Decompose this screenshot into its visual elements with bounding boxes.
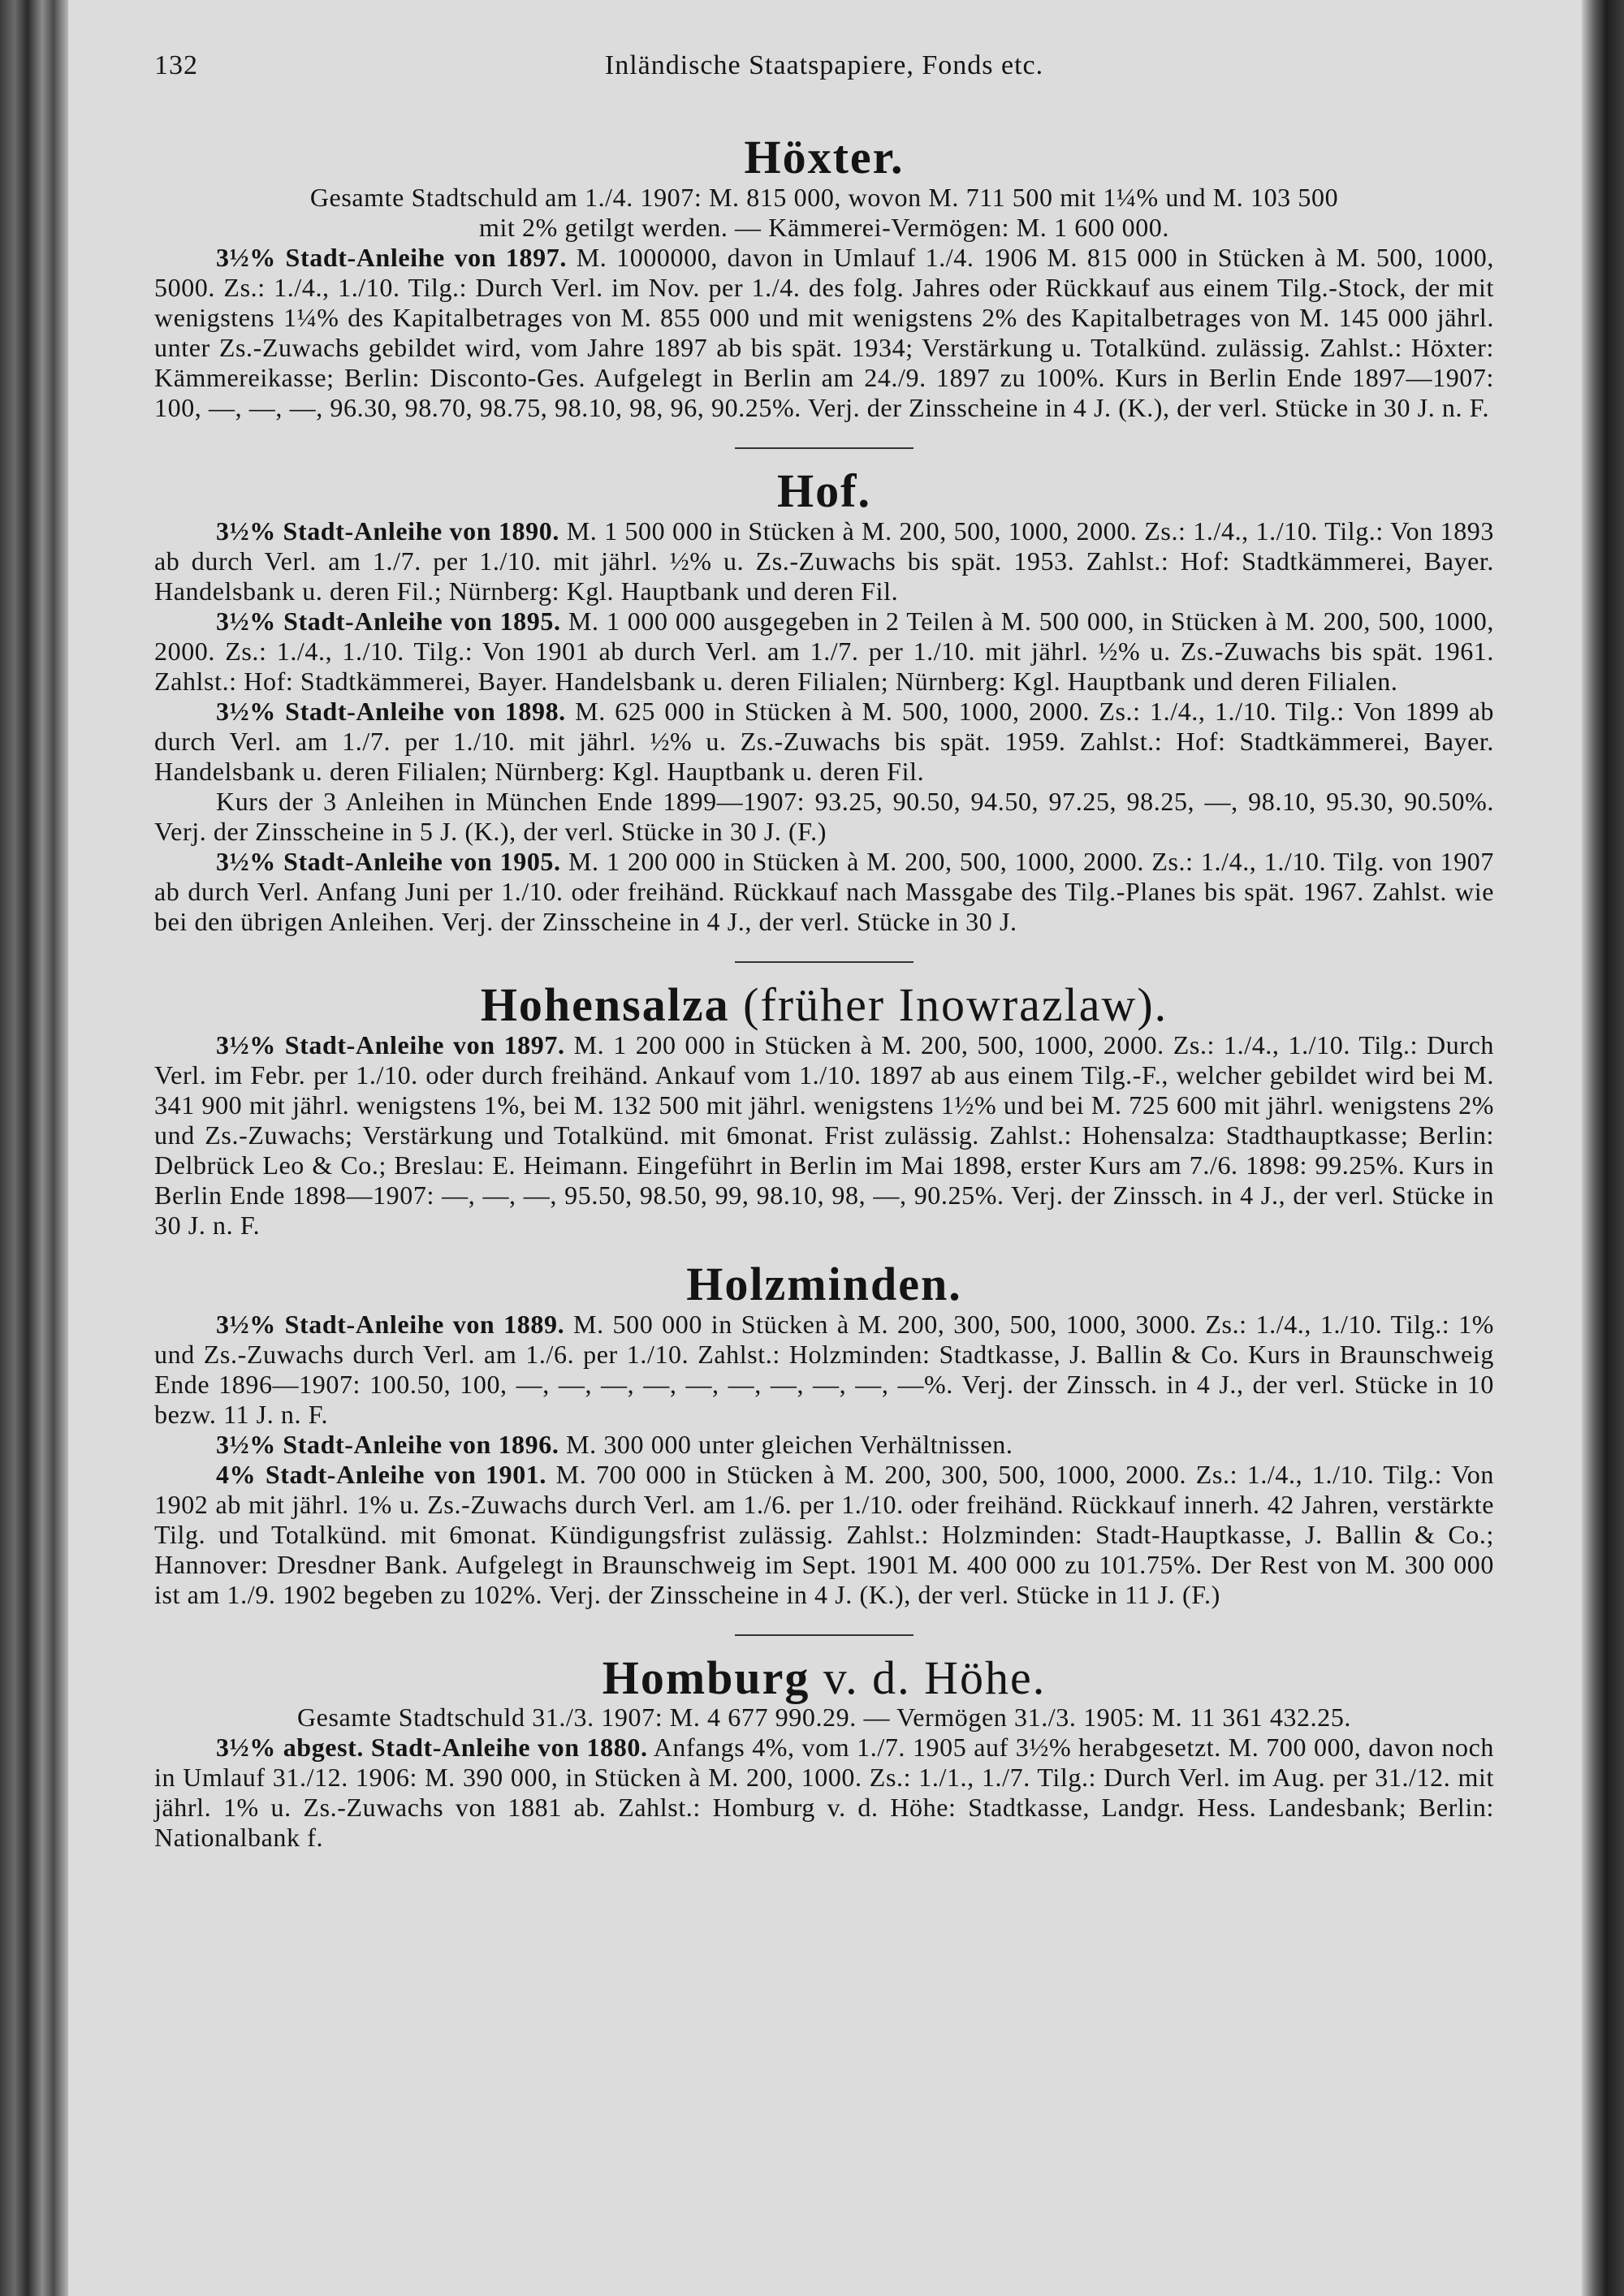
section-title-hof: Hof.	[777, 464, 871, 517]
loan-heading: 3½% Stadt-Anleihe von 1896.	[216, 1429, 559, 1459]
hof-loan-1895	[154, 606, 1494, 697]
hof-loan-1898	[154, 697, 1494, 787]
page-header	[154, 50, 1494, 94]
section-divider	[735, 1634, 914, 1636]
loan-text: M. 1 000 000 ausgegeben in 2 Teilen à M. 500 000, in Stücken à M. 200, 500, 1000, 2000. Zs.: 1./4., 1./10. Tilg.: Von 1901 ab durch Verl. am 1./7. per 1./10. mit jährl. ½% u. Zs.-Zuwachs bis spät. 1961. Zahlst.: Hof: Stadtkämmerei, Bayer. Handelsbank u. deren Filialen; Nürnberg: Kgl. Hauptbank und deren Filialen.	[154, 606, 1494, 696]
loan-heading: 3½% Stadt-Anleihe von 1898.	[216, 696, 566, 726]
loan-heading: 3½% Stadt-Anleihe von 1897.	[216, 1029, 565, 1060]
homburg-loan-1880	[154, 1733, 1494, 1853]
loan-heading: 3½% Stadt-Anleihe von 1889.	[216, 1309, 565, 1339]
hoexter-loan-1897	[154, 243, 1494, 423]
hoexter-intro-line-1: Gesamte Stadtschuld am 1./4. 1907: M. 815 000, wovon M. 711 500 mit 1¼% und M. 103 500	[309, 182, 1339, 212]
section-homburg	[154, 1651, 1494, 1854]
loan-text: M. 1 200 000 in Stücken à M. 200, 500, 1000, 2000. Zs.: 1./4., 1./10. Tilg. von 1907 ab durch Verl. Anfang Juni per 1./10. oder freihänd. Rückkauf nach Massgabe des Tilg.-Planes bis spät. 1967. Zahlst. wie bei den übrigen Anleihen. Verj. der Zinsscheine in 4 J., der verl. Stücke in 30 J.	[154, 846, 1494, 936]
title-sub: (früher Inowrazlaw).	[743, 978, 1168, 1031]
loan-text: M. 625 000 in Stücken à M. 500, 1000, 2000. Zs.: 1./4., 1./10. Tilg.: Von 1899 ab durch Verl. am 1./7. per 1./10. mit jährl. ½% u. Zs.-Zuwachs bis spät. 1959. Zahlst.: Hof: Stadtkämmerei, Bayer. Handelsbank u. deren Filialen; Nürnberg: Kgl. Hauptbank u. deren Fil.	[154, 696, 1494, 786]
loan-heading: 3½% Stadt-Anleihe von 1895.	[216, 606, 561, 636]
section-hohensalza	[154, 978, 1494, 1241]
loan-text: Anfangs 4%, vom 1./7. 1905 auf 3½% herabgesetzt. M. 700 000, davon noch in Umlauf 31./12. 1906: M. 390 000, in Stücken à M. 200, 1000. Zs.: 1./1., 1./7. Tilg.: Durch Verl. im Aug. per 31./12. mit jährl. 1% u. Zs.-Zuwachs von 1881 ab. Zahlst.: Homburg v. d. Höhe: Stadtkasse, Landgr. Hess. Landesbank; Berlin: Nationalbank f.	[154, 1733, 1494, 1853]
hohensalza-loan-1897	[154, 1030, 1494, 1241]
section-title-homburg	[154, 1651, 1494, 1704]
loan-text: M. 1000000, davon in Umlauf 1./4. 1906 M. 815 000 in Stücken à M. 500, 1000, 5000. Zs.: 1./4., 1./10. Tilg.: Durch Verl. im Nov. per 1./4. des folg. Jahres oder Rückkauf aus einem Tilg.-Stock, der mit wenigstens 1¼% des Kapitalbetrages von M. 855 000 und mit wenigstens 2% des Kapitalbetrages von M. 145 000 jährl. unter Zs.-Zuwachs gebildet wird, vom Jahre 1897 ab bis spät. 1934; Verstärkung u. Totalkünd. zulässig. Zahlst.: Höxter: Kämmereikasse; Berlin: Disconto-Ges. Aufgelegt in Berlin am 24./9. 1897 zu 100%. Kurs in Berlin Ende 1897—1907: 100, —, —, —, 96.30, 98.70, 98.75, 98.10, 98, 96, 90.25%. Verj. der Zinsscheine in 4 J. (K.), der verl. Stücke in 30 J. n. F.	[154, 242, 1494, 422]
running-title: Inländische Staatspapiere, Fonds etc.	[604, 50, 1044, 80]
title-main: Hohensalza	[480, 978, 730, 1031]
hof-loan-1890	[154, 516, 1494, 606]
section-hof	[154, 464, 1495, 937]
loan-text: M. 1 200 000 in Stücken à M. 200, 500, 1000, 2000. Zs.: 1./4., 1./10. Tilg.: Durch Verl. im Febr. per 1./10. oder durch freihänd. Ankauf vom 1./10. 1897 ab aus einem Tilg.-F., welcher gebildet wird bei M. 341 900 mit jährl. wenigstens 1%, bei M. 132 500 mit jährl. wenigstens 1½% und bei M. 725 600 mit jährl. wenigstens 2% und Zs.-Zuwachs; Verstärkung und Totalkünd. mit 6monat. Frist zulässig. Zahlst.: Hohensalza: Stadthauptkasse; Berlin: Delbrück Leo & Co.; Breslau: E. Heimann. Eingeführt in Berlin im Mai 1898, erster Kurs am 7./6. 1898: 99.25%. Kurs in Berlin Ende 1898—1907: —, —, —, 95.50, 98.50, 99, 98.10, 98, —, 90.25%. Verj. der Zinssch. in 4 J., der verl. Stücke in 30 J. n. F.	[154, 1029, 1494, 1240]
hof-loan-1905	[154, 847, 1494, 937]
loan-heading: 3½% Stadt-Anleihe von 1890.	[216, 516, 559, 546]
title-sub: v. d. Höhe.	[823, 1651, 1047, 1704]
holzminden-loan-1896	[154, 1430, 1494, 1460]
scan-right-edge	[1582, 0, 1624, 2296]
homburg-intro: Gesamte Stadtschuld 31./3. 1907: M. 4 677 990.29. — Vermögen 31./3. 1905: M. 11 361 432.25.	[296, 1703, 1352, 1733]
section-hoexter	[154, 133, 1494, 423]
loan-heading: 3½% Stadt-Anleihe von 1897.	[216, 242, 567, 272]
loan-text: M. 700 000 in Stücken à M. 200, 300, 500, 1000, 2000. Zs.: 1./4., 1./10. Tilg.: Von 1902 ab mit jährl. 1% u. Zs.-Zuwachs durch Verl. am 1./6. per 1./10. oder freihänd. Rückkauf innerh. 42 Jahren, verstärkte Tilg. und Totalkünd. mit 6monat. Kündigungsfrist zulässig. Zahlst.: Holzminden: Stadt-Hauptkasse, J. Ballin & Co.; Hannover: Dresdner Bank. Aufgelegt in Braunschweig im Sept. 1901 M. 400 000 zu 101.75%. Der Rest von M. 300 000 ist am 1./9. 1902 begeben zu 102%. Verj. der Zinsscheine in 4 J. (K.), der verl. Stücke in 11 J. (F.)	[154, 1459, 1494, 1609]
document-page	[154, 50, 1494, 1853]
section-title-hoexter: Höxter.	[744, 131, 905, 183]
hof-kurs: Kurs der 3 Anleihen in München Ende 1899—1907: 93.25, 90.50, 94.50, 97.25, 98.25, —, 98.10, 95.30, 90.50%. Verj. der Zinsscheine in 5 J. (K.), der verl. Stücke in 30 J. (F.)	[154, 786, 1494, 846]
section-title-holzminden: Holzminden.	[686, 1257, 962, 1310]
loan-text: M. 1 500 000 in Stücken à M. 200, 500, 1000, 2000. Zs.: 1./4., 1./10. Tilg.: Von 1893 ab durch Verl. am 1./7. per 1./10. mit jährl. ½% u. Zs.-Zuwachs bis spät. 1953. Zahlst.: Hof: Stadtkämmerei, Bayer. Handelsbank u. deren Fil.; Nürnberg: Kgl. Hauptbank und deren Fil.	[154, 516, 1495, 606]
holzminden-loan-1889	[154, 1310, 1494, 1430]
section-divider	[735, 961, 914, 963]
section-title-hohensalza	[154, 978, 1494, 1031]
page-number: 132	[154, 50, 198, 80]
loan-text: M. 300 000 unter gleichen Verhältnissen.	[566, 1429, 1013, 1459]
section-holzminden	[154, 1257, 1494, 1610]
hoexter-intro-line-2: mit 2% getilgt werden. — Kämmerei-Vermögen: M. 1 600 000.	[478, 212, 1170, 242]
holzminden-loan-1901	[154, 1460, 1494, 1610]
loan-heading: 3½% Stadt-Anleihe von 1905.	[216, 846, 561, 876]
section-divider	[735, 447, 914, 449]
loan-text: M. 500 000 in Stücken à M. 200, 300, 500, 1000, 3000. Zs.: 1./4., 1./10. Tilg.: 1% und Zs.-Zuwachs durch Verl. am 1./6. per 1./10. Zahlst.: Holzminden: Stadtkasse, J. Ballin & Co. Kurs in Braunschweig Ende 1896—1907: 100.50, 100, —, —, —, —, —, —, —, —, —, —%. Verj. der Zinssch. in 4 J., der verl. Stücke in 10 bezw. 11 J. n. F.	[154, 1309, 1494, 1429]
title-main: Homburg	[602, 1651, 810, 1704]
loan-heading: 4% Stadt-Anleihe von 1901.	[216, 1459, 547, 1489]
loan-heading: 3½% abgest. Stadt-Anleihe von 1880.	[216, 1733, 648, 1763]
scan-binding-edge	[0, 0, 68, 2296]
